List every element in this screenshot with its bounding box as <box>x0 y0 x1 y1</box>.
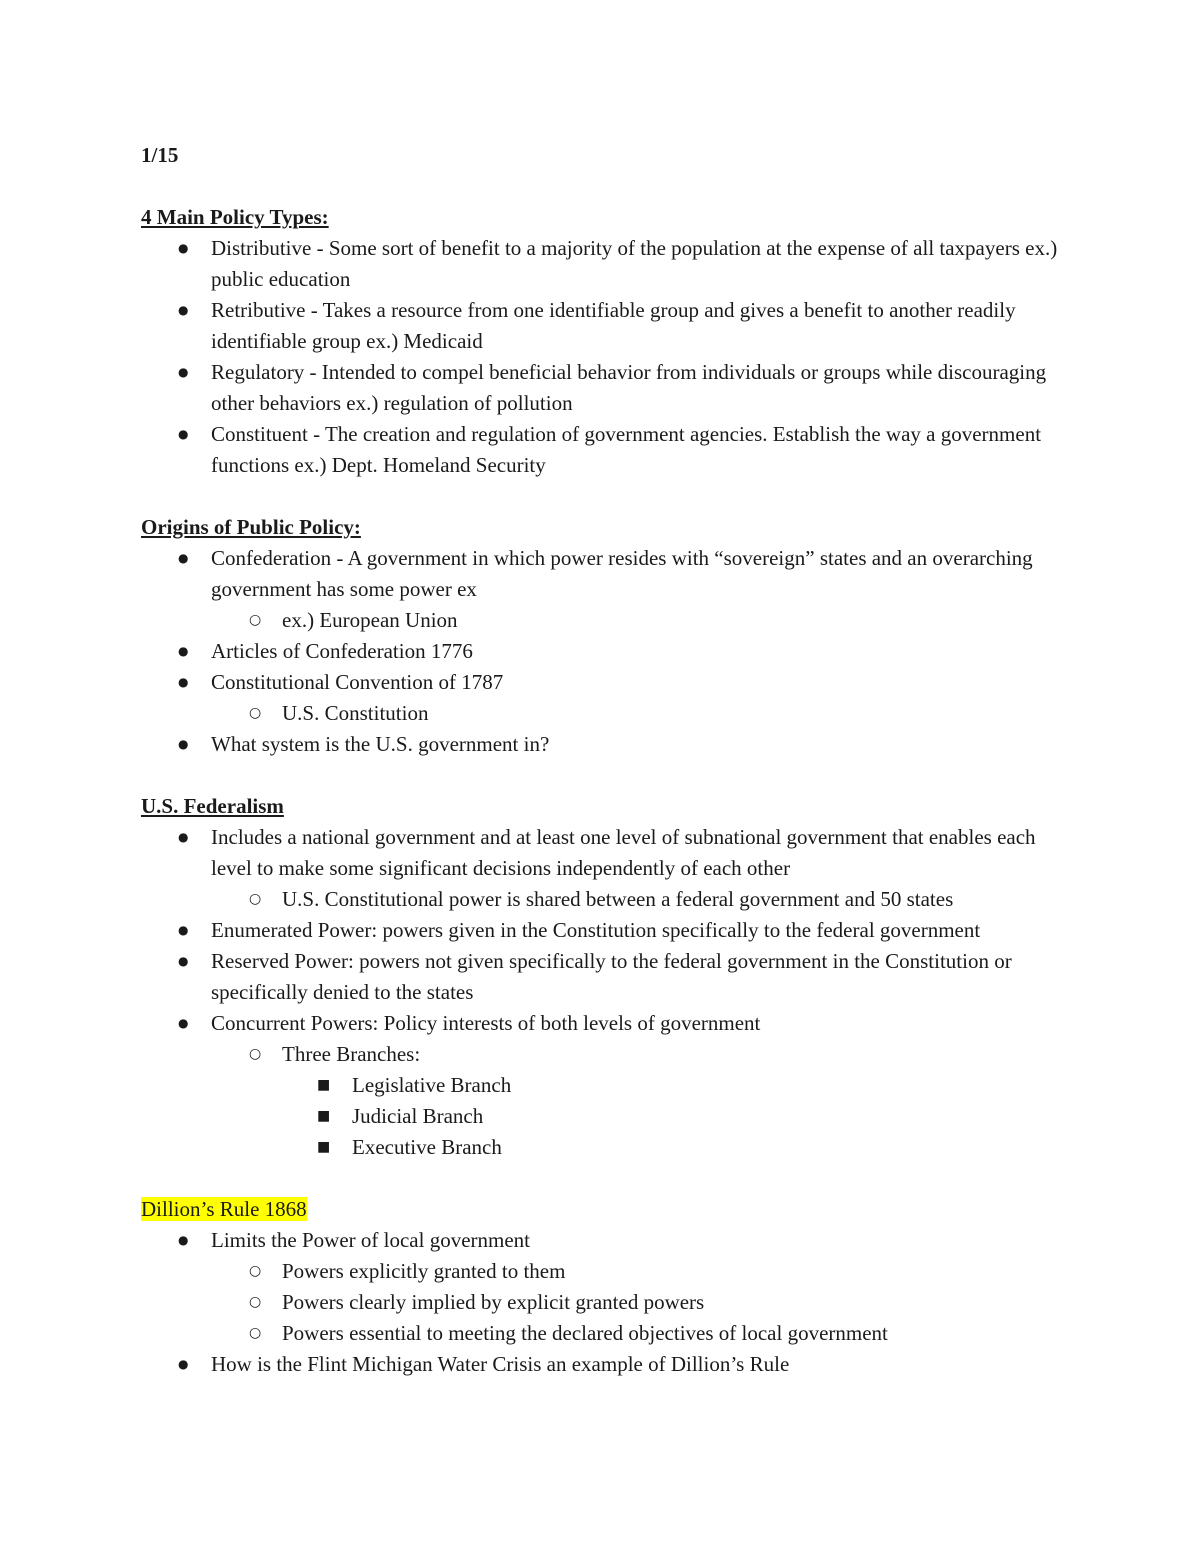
list-item-text: Retributive - Takes a resource from one identifiable group and gives a benefit to another readily identifiable group ex.) Medicaid <box>211 298 1016 353</box>
list-item-text: ex.) European Union <box>282 608 458 632</box>
sub-list-item <box>141 884 1061 915</box>
section-heading-policy-types: 4 Main Policy Types: <box>141 205 329 229</box>
list-item-text: Constituent - The creation and regulation of government agencies. Establish the way a government functions ex.) Dept. Homeland Security <box>211 422 1042 477</box>
bullet-icon: ● <box>178 427 189 441</box>
list-item-text: Constitutional Convention of 1787 <box>211 670 504 694</box>
bullet-icon: ● <box>178 365 189 379</box>
list-item-text: Powers essential to meeting the declared objectives of local government <box>282 1321 888 1345</box>
section-heading-federalism: U.S. Federalism <box>141 794 284 818</box>
bullet-icon: ● <box>178 737 189 751</box>
hollow-bullet-icon: ○ <box>249 1294 262 1310</box>
bullet-icon: ● <box>178 1357 189 1371</box>
section-heading-origins: Origins of Public Policy: <box>141 515 361 539</box>
bullet-icon: ● <box>178 923 189 937</box>
list-item <box>141 543 1061 605</box>
bullet-icon: ● <box>178 1016 189 1030</box>
list-item <box>141 1225 1061 1256</box>
bullet-icon: ● <box>178 830 189 844</box>
list-item-text: Includes a national government and at least one level of subnational government that enables each level to make some significant decisions independently of each other <box>211 825 1036 880</box>
hollow-bullet-icon: ○ <box>249 891 262 907</box>
bullet-icon: ● <box>178 241 189 255</box>
list-item-text: Powers explicitly granted to them <box>282 1259 566 1283</box>
list-item-text: U.S. Constitution <box>282 701 429 725</box>
list-item-text: Legislative Branch <box>352 1073 512 1097</box>
list-item-text: Confederation - A government in which power resides with “sovereign” states and an overarching government has some power ex <box>211 546 1033 601</box>
list-item <box>141 636 1061 667</box>
list-item <box>141 946 1061 1008</box>
list-item-text: Powers clearly implied by explicit granted powers <box>282 1290 705 1314</box>
bullet-icon: ● <box>178 1233 189 1247</box>
square-bullet-icon: ■ <box>317 1108 331 1124</box>
list-item <box>141 915 1061 946</box>
sub-sub-list-item <box>141 1132 1061 1163</box>
note-date: 1/15 <box>141 143 179 167</box>
list-item-text: Concurrent Powers: Policy interests of both levels of government <box>211 1011 761 1035</box>
list-item <box>141 667 1061 698</box>
list-item-text: Executive Branch <box>352 1135 502 1159</box>
list-item <box>141 1008 1061 1039</box>
list-item <box>141 295 1061 357</box>
list-item <box>141 357 1061 419</box>
list-item <box>141 233 1061 295</box>
hollow-bullet-icon: ○ <box>249 1263 262 1279</box>
sub-list-item <box>141 605 1061 636</box>
list-item <box>141 1349 1061 1380</box>
section-spacer <box>141 1163 1061 1194</box>
sub-list-item <box>141 698 1061 729</box>
list-item <box>141 729 1061 760</box>
sub-list-item <box>141 1256 1061 1287</box>
section-spacer <box>141 481 1061 512</box>
list-item-text: Distributive - Some sort of benefit to a majority of the population at the expense of all taxpayers ex.) public education <box>211 236 1058 291</box>
list-item <box>141 822 1061 884</box>
hollow-bullet-icon: ○ <box>249 612 262 628</box>
document-page <box>141 140 1061 1380</box>
sub-list-item <box>141 1039 1061 1070</box>
sub-sub-list-item <box>141 1101 1061 1132</box>
hollow-bullet-icon: ○ <box>249 1046 262 1062</box>
hollow-bullet-icon: ○ <box>249 705 262 721</box>
square-bullet-icon: ■ <box>317 1139 331 1155</box>
bullet-icon: ● <box>178 644 189 658</box>
hollow-bullet-icon: ○ <box>249 1325 262 1341</box>
list-item-text: Regulatory - Intended to compel beneficial behavior from individuals or groups while discouraging other behaviors ex.) regulation of pollution <box>211 360 1047 415</box>
list-item-text: Three Branches: <box>282 1042 421 1066</box>
list-item-text: Limits the Power of local government <box>211 1228 531 1252</box>
sub-sub-list-item <box>141 1070 1061 1101</box>
bullet-icon: ● <box>178 551 189 565</box>
section-spacer <box>141 760 1061 791</box>
bullet-icon: ● <box>178 675 189 689</box>
bullet-icon: ● <box>178 954 189 968</box>
sub-list-item <box>141 1318 1061 1349</box>
list-item-text: How is the Flint Michigan Water Crisis an example of Dillion’s Rule <box>211 1352 790 1376</box>
highlighted-heading: Dillion’s Rule 1868 <box>141 1197 307 1221</box>
bullet-icon: ● <box>178 303 189 317</box>
list-item-text: Reserved Power: powers not given specifically to the federal government in the Constitution or specifically denied to the states <box>211 949 1012 1004</box>
list-item-text: What system is the U.S. government in? <box>211 732 550 756</box>
square-bullet-icon: ■ <box>317 1077 331 1093</box>
list-item-text: Articles of Confederation 1776 <box>211 639 473 663</box>
list-item-text: Enumerated Power: powers given in the Constitution specifically to the federal government <box>211 918 981 942</box>
list-item <box>141 419 1061 481</box>
list-item-text: Judicial Branch <box>352 1104 484 1128</box>
section-heading-dillions-rule <box>141 1194 1061 1225</box>
sub-list-item <box>141 1287 1061 1318</box>
list-item-text: U.S. Constitutional power is shared between a federal government and 50 states <box>282 887 954 911</box>
